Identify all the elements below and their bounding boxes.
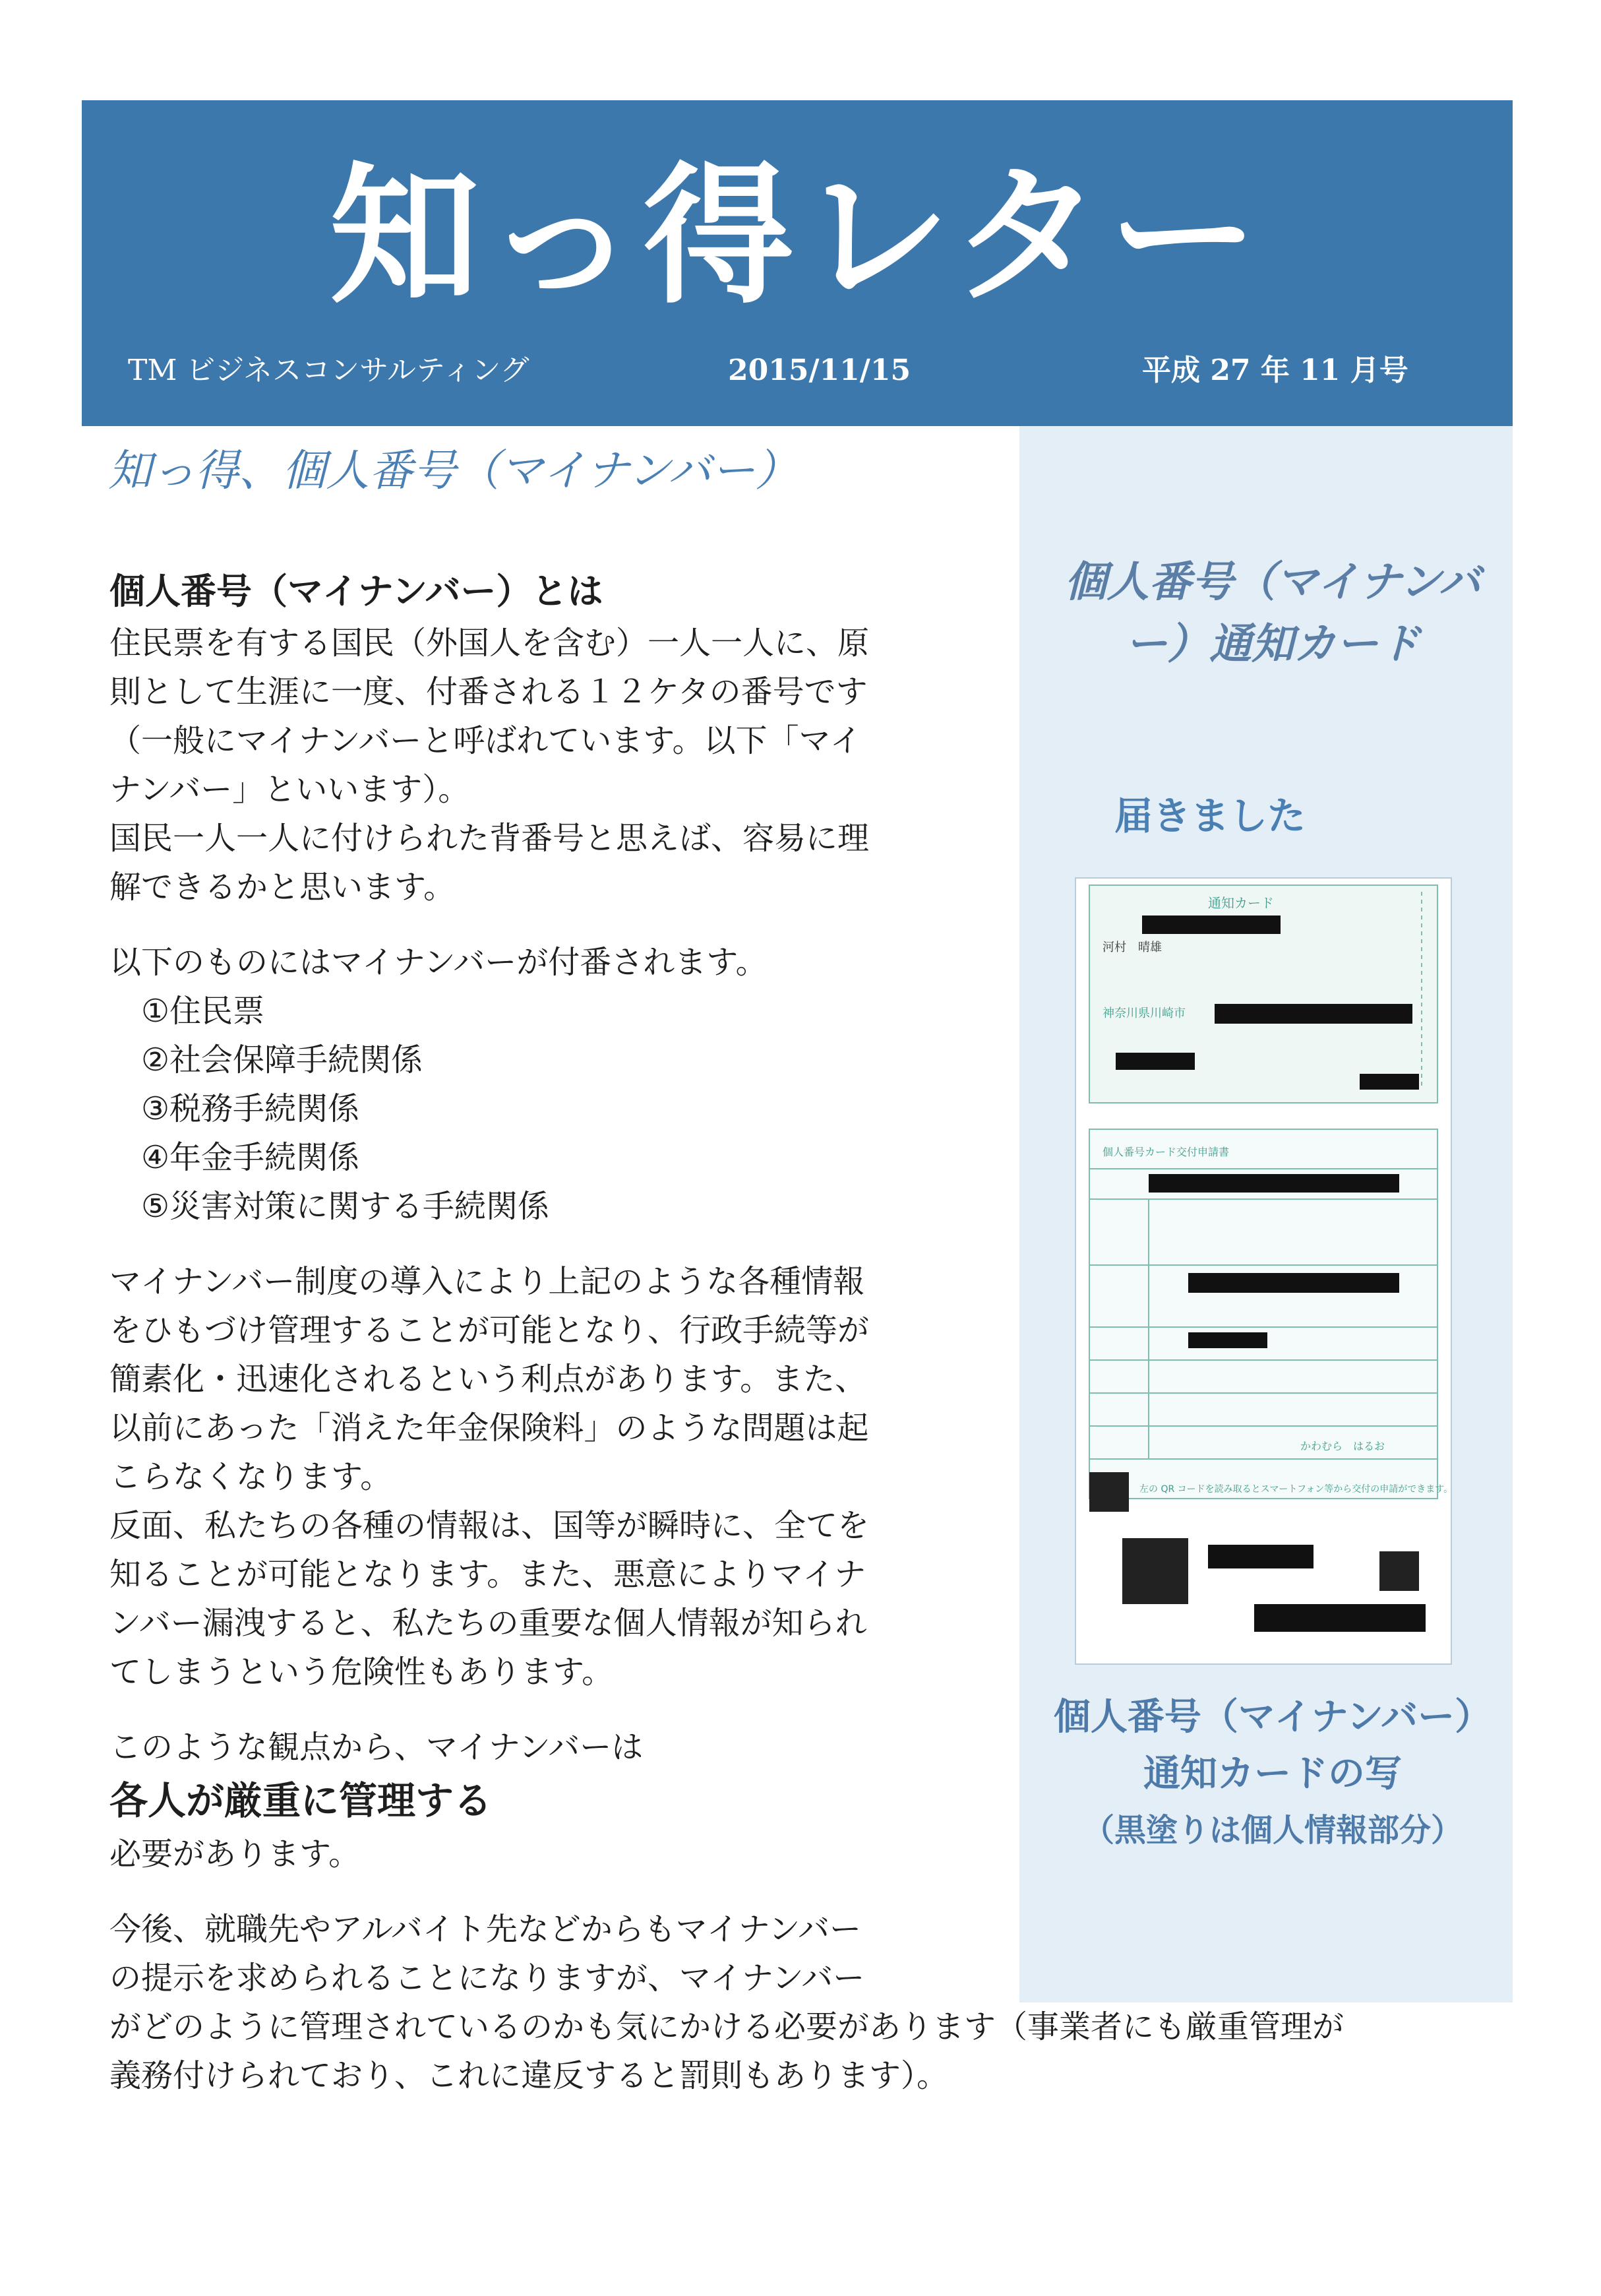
sidebar-title: 個人番号（マイナンバー）通知カード: [1064, 557, 1481, 669]
card-name: 河村 晴雄: [1103, 941, 1162, 954]
para4-line: の提示を求められることになりますが、マイナンバー: [109, 1960, 865, 1997]
para1-line: 国民一人一人に付けられた背番号と思えば、容易に理: [109, 820, 870, 857]
card-illustration: [1076, 879, 1451, 1663]
para2-line: 以前にあった「消えた年金保険料」のような問題は起: [109, 1410, 869, 1446]
issue-date: 2015/11/15: [728, 354, 911, 387]
emphasis-text: 各人が厳重に管理する: [109, 1778, 493, 1823]
para3-line: 必要があります。: [109, 1836, 361, 1873]
list-item: ①住民票: [141, 993, 265, 1030]
para1-line: ナンバー」といいます）。: [109, 771, 470, 808]
list-intro: 以下のものにはマイナンバーが付番されます。: [109, 944, 768, 981]
para3-line: このような観点から、マイナンバーは: [109, 1729, 644, 1766]
para2-line: マイナンバー制度の導入により上記のような各種情報: [109, 1263, 865, 1300]
redaction-bar: [1149, 1174, 1399, 1193]
para2-line: 反面、私たちの各種の情報は、国等が瞬時に、全てを: [109, 1507, 870, 1544]
para4-line: がどのように管理されているのかも気にかける必要があります（事業者にも厳重管理が: [109, 2008, 1344, 2045]
company-name: TM ビジネスコンサルティング: [128, 354, 529, 387]
para1-line: 則として生涯に一度、付番される１２ケタの番号です: [109, 673, 868, 710]
card-address: 神奈川県川崎市: [1103, 1007, 1186, 1020]
para2-line: ンバー漏洩すると、私たちの重要な個人情報が知られ: [109, 1605, 867, 1642]
redaction-bar: [1208, 1545, 1314, 1568]
list-item: ④年金手続関係: [141, 1139, 360, 1176]
para4-line: 義務付けられており、これに違反すると罰則もあります）。: [109, 2057, 949, 2094]
header-banner: [82, 100, 1513, 426]
qr-code-small: [1089, 1472, 1129, 1512]
notification-card-image: [1075, 877, 1452, 1665]
section-heading: 知っ得、個人番号（マイナンバー）: [108, 445, 799, 496]
newsletter-title: 知っ得レター: [329, 147, 1265, 324]
para1-line: （一般にマイナンバーと呼ばれています。以下「マイ: [109, 722, 862, 759]
qr-code-small: [1379, 1551, 1419, 1591]
para2-line: 簡素化・迅速化されるという利点があります。また、: [109, 1361, 867, 1398]
redaction-bar: [1142, 915, 1281, 934]
list-item: ⑤災害対策に関する手続関係: [141, 1188, 550, 1225]
redaction-bar: [1188, 1332, 1267, 1348]
list-item: ②社会保障手続関係: [141, 1041, 423, 1078]
qr-note: 左の QR コードを読み取るとスマートフォン等から交付の申請ができます。: [1139, 1484, 1451, 1495]
redaction-bar: [1360, 1074, 1419, 1090]
card-label: 通知カード: [1208, 895, 1274, 911]
para1-line: 解できるかと思います。: [109, 869, 456, 906]
issue-number: 平成 27 年 11 月号: [1142, 354, 1408, 387]
card-caption: [1048, 1689, 1497, 1859]
redaction-bar: [1254, 1604, 1426, 1632]
redaction-bar: [1188, 1273, 1399, 1293]
qr-code: [1122, 1538, 1188, 1604]
para2-line: 知ることが可能となります。また、悪意によりマイナ: [109, 1556, 866, 1593]
para2-line: をひもづけ管理することが可能となり、行政手続等が: [109, 1312, 870, 1349]
para4-line: 今後、就職先やアルバイト先などからもマイナンバー: [109, 1911, 862, 1948]
para1-line: 住民票を有する国民（外国人を含む）一人一人に、原: [109, 625, 870, 662]
caption-line: 個人番号（マイナンバー）通知カードの写: [1053, 1695, 1492, 1795]
para2-line: こらなくなります。: [109, 1458, 392, 1495]
article-subheading: 個人番号（マイナンバー）とは: [109, 571, 603, 612]
caption-note: （黒塗りは個人情報部分）: [1082, 1812, 1463, 1849]
redaction-bar: [1215, 1004, 1412, 1024]
redaction-bar: [1116, 1053, 1195, 1070]
form-title: 個人番号カード交付申請書: [1103, 1146, 1230, 1158]
sidebar-arrived: 届きました: [1114, 793, 1306, 838]
list-item: ③税務手続関係: [141, 1090, 360, 1127]
form-kana: かわむら はるお: [1300, 1440, 1385, 1452]
para2-line: てしまうという危険性もあります。: [109, 1654, 614, 1691]
